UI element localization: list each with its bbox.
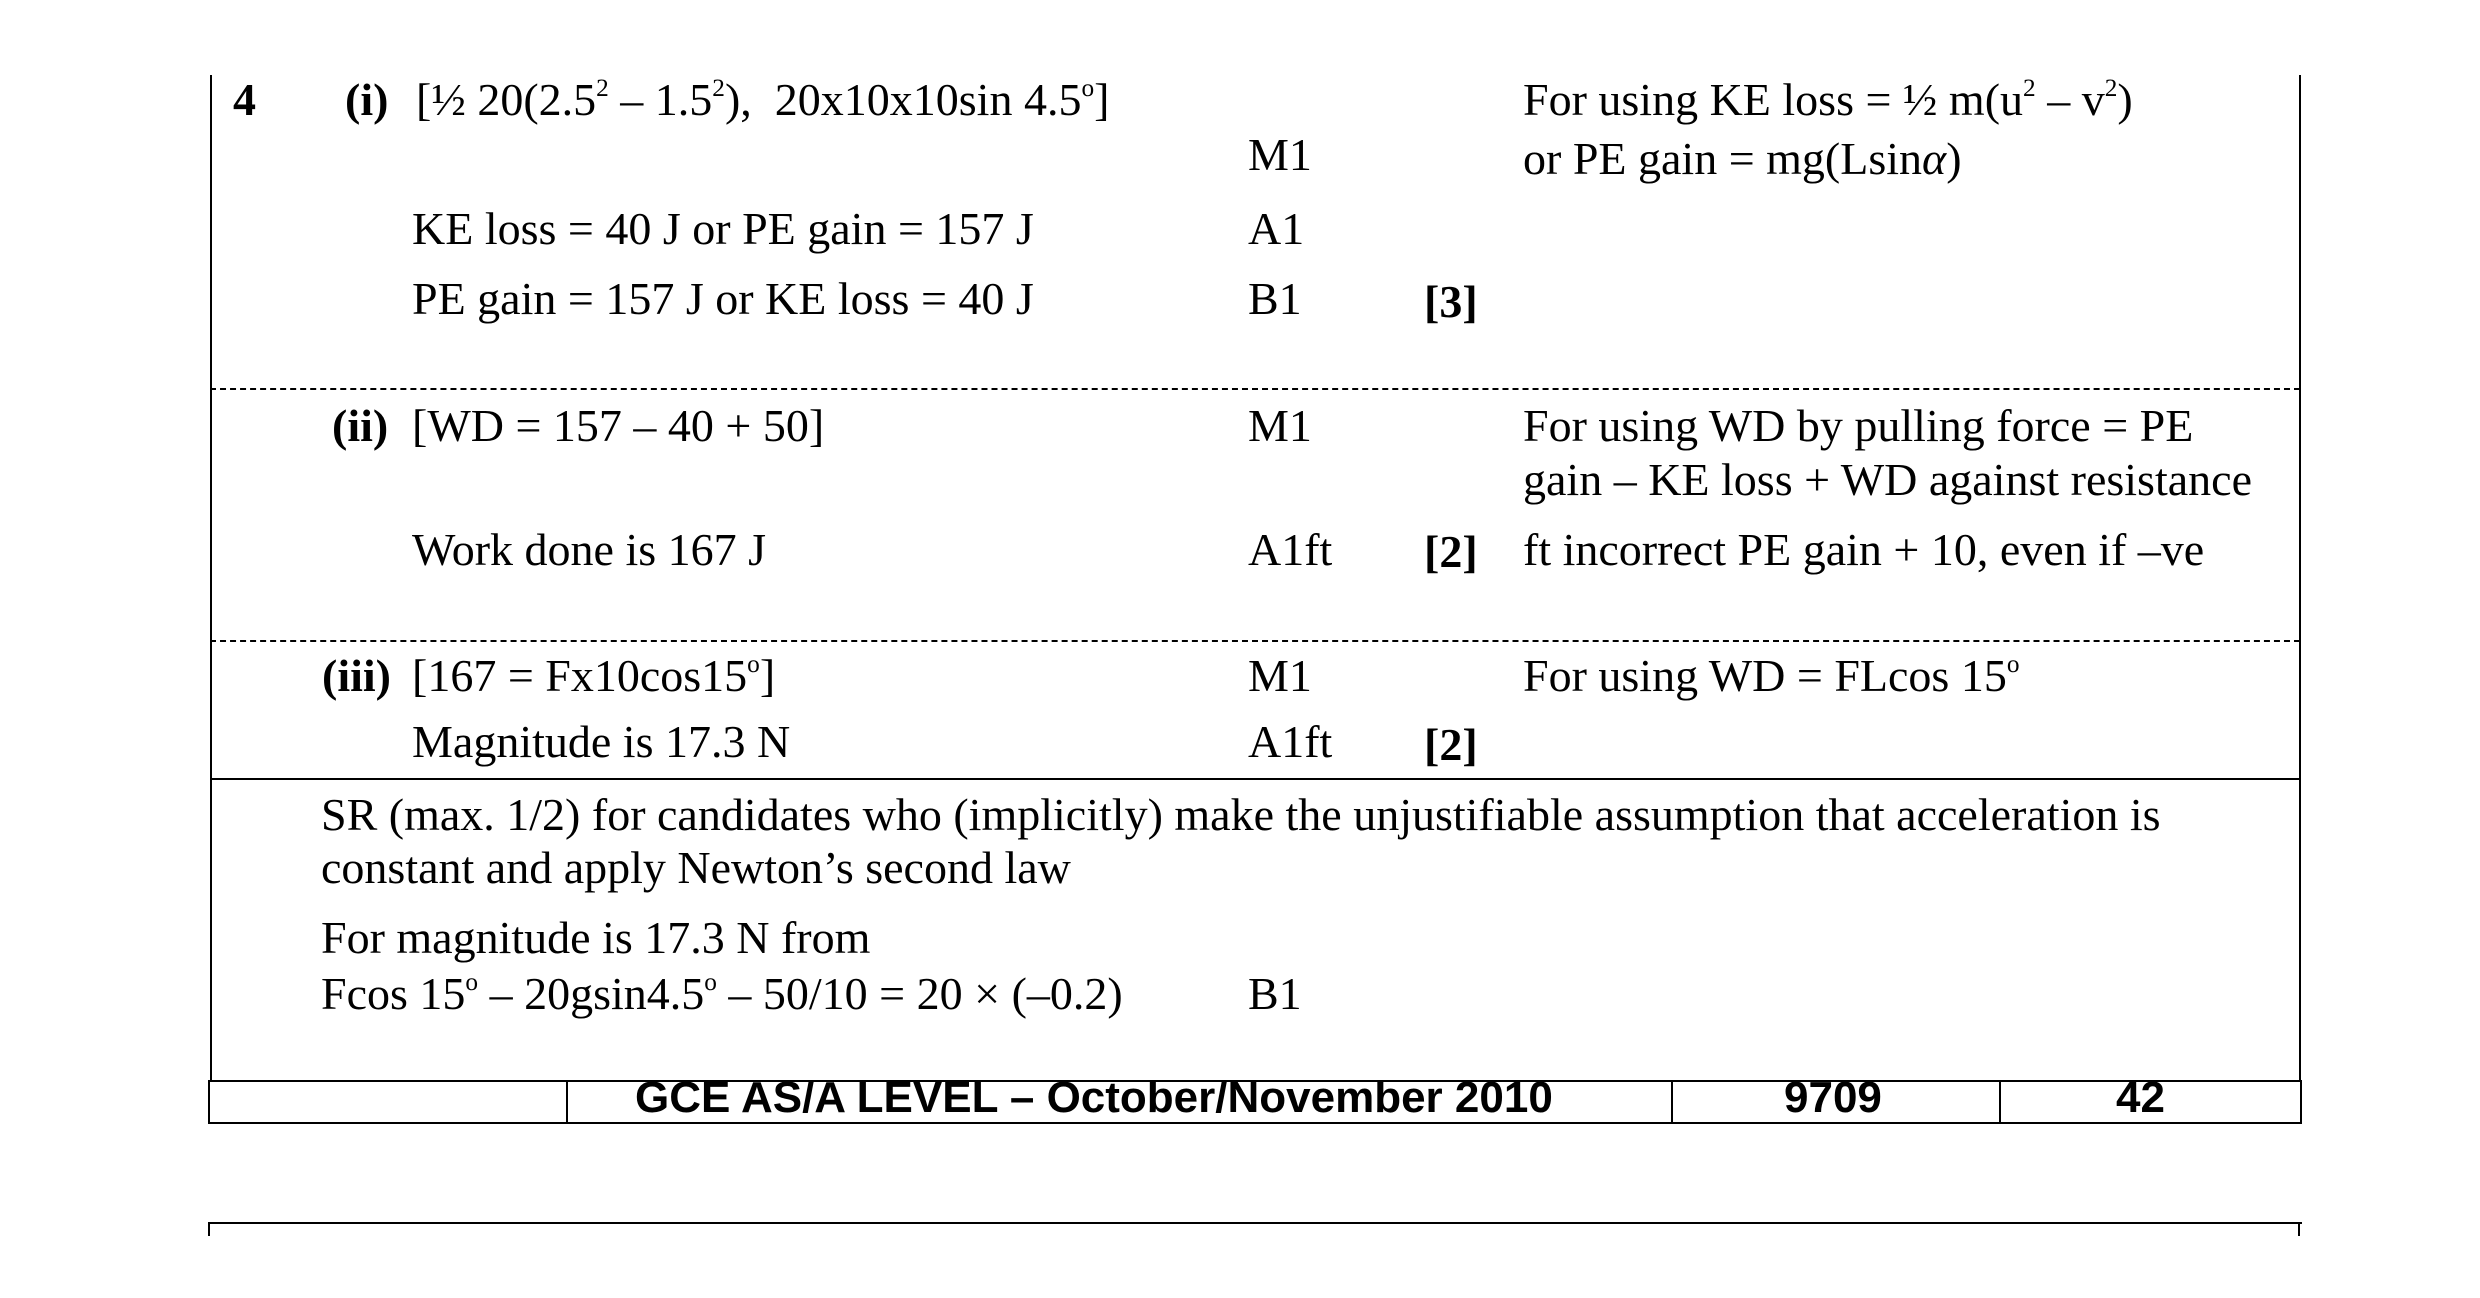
alternative-method: Fcos 15$^o$ – 20gsin4.5$^o$ – 50/10 = 20 × (–0.2) [321, 968, 1123, 1019]
next-page-border [208, 1222, 210, 1236]
examiner-note: For using WD = FLcos 15$^o$ [1523, 650, 2020, 701]
mark-code: B1 [1248, 273, 1302, 324]
mark-code: A1ft [1248, 716, 1333, 767]
working-line: [WD = 157 – 40 + 50] [412, 400, 825, 451]
question-number: 4 [233, 74, 256, 125]
examiner-note: For using WD by pulling force = PE [1523, 400, 2194, 451]
examiner-note: For using KE loss = ½ $m(u^2 - v^2)$ [1523, 74, 2133, 125]
mark-code: A1 [1248, 203, 1305, 254]
table-right-border [2299, 75, 2301, 1080]
part-total: [3] [1424, 276, 1478, 327]
footer-syllabus: 9709 [1784, 1080, 1882, 1122]
alternative-method: For magnitude is 17.3 N from [321, 912, 871, 963]
special-ruling-text: SR (max. 1/2) for candidates who (implicitly) make the unjustifiable assumption that acceleration is [321, 789, 2161, 840]
working-line: [½ $20(2.5^2 - 1.5^2)$, 20x10x10sin 4.5$^o$] [416, 74, 1110, 125]
part-divider-ii [210, 388, 2300, 390]
footer-paper: 42 [2116, 1080, 2165, 1122]
next-page-border [2298, 1222, 2300, 1236]
mark-code: M1 [1248, 650, 1312, 701]
mark-code: M1 [1248, 129, 1312, 180]
examiner-note: ft incorrect PE gain + 10, even if –ve [1523, 524, 2205, 575]
mark-code: A1ft [1248, 524, 1333, 575]
part-label-iii: (iii) [322, 650, 391, 701]
sr-divider [210, 778, 2300, 780]
part-total: [2] [1424, 526, 1478, 577]
working-line: PE gain = 157 J or KE loss = 40 J [412, 273, 1034, 324]
table-left-border [210, 75, 212, 1080]
footer-strip [208, 1080, 2302, 1124]
working-line: $[167 = Fx10\cos 15^o]$ [412, 650, 776, 701]
working-line: Work done is 167 J [412, 524, 767, 575]
mark-code: B1 [1248, 968, 1302, 1019]
next-page-edge [208, 1222, 2302, 1236]
mark-code: M1 [1248, 400, 1312, 451]
footer-divider [1671, 1080, 1673, 1124]
part-label-ii: (ii) [332, 400, 389, 451]
examiner-note: gain – KE loss + WD against resistance [1523, 454, 2252, 505]
part-total: [2] [1424, 719, 1478, 770]
special-ruling-text: constant and apply Newton’s second law [321, 842, 1071, 893]
footer-divider [566, 1080, 568, 1124]
part-label-i: (i) [345, 74, 389, 125]
footer-divider [1999, 1080, 2001, 1124]
part-divider-iii [210, 640, 2300, 642]
footer-title: GCE AS/A LEVEL – October/November 2010 [635, 1080, 1553, 1122]
working-line: Magnitude is 17.3 N [412, 716, 791, 767]
working-line: KE loss = 40 J or PE gain = 157 J [412, 203, 1034, 254]
next-page-border [208, 1222, 2302, 1224]
examiner-note: or PE gain = mg(Lsinα) [1523, 133, 1962, 184]
